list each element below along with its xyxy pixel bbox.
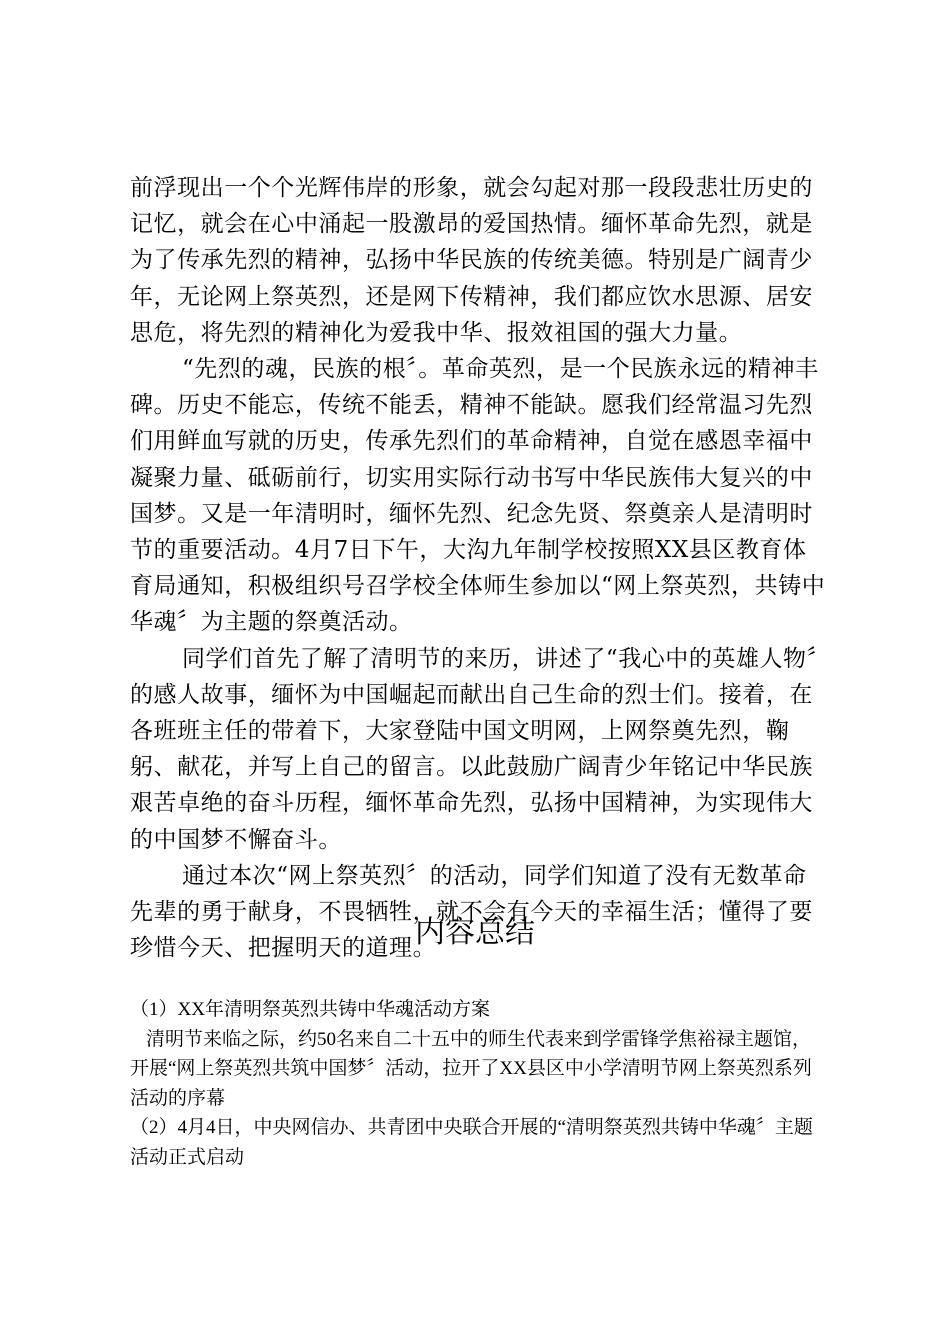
body-text (130, 170, 830, 966)
body-paragraph-3: 同学们首先了解了清明节的来历，讲述了“我心中的英雄人物〞的感人故事，缅怀为中国崛起而献出自己生命的烈士们。接着，在各班班主任的带着下，大家登陆中国文明网，上网祭奠先烈，鞠躬、献花，并写上自己的留言。以此鼓励广阔青少年铭记中华民族艰苦卓绝的奋斗历程，缅怀革命先烈，弘扬中国精神，为实现伟大的中国梦不懈奋斗。 (130, 645, 819, 853)
summary-line-2: 清明节来临之际，约50名来自二十五中的师生代表来到学雷锋学焦裕禄主题馆，开展“网上祭英烈共筑中国梦〞活动，拉开了XX县区中小学清明节网上祭英烈系列活动的序幕 (130, 1028, 812, 1109)
body-paragraph-2: “先烈的魂，民族的根〞。革命英烈，是一个民族永远的精神丰碑。历史不能忘，传统不能丢，精神不能缺。愿我们经常温习先烈们用鲜血写就的历史，传承先烈们的革命精神，自觉在感恩幸福中凝聚力量、砥砺前行，切实用实际行动书写中华民族伟大复兴的中国梦。又是一年清明时，缅怀先烈、纪念先贤、祭奠亲人是清明时节的重要活动。4月7日下午，大沟九年制学校按照XX县区教育体育局通知，积极组织号召学校全体师生参加以“网上祭英烈，共铸中华魂〞为主题的祭奠活动。 (130, 356, 826, 636)
body-paragraph-1: 前浮现出一个个光辉伟岸的形象，就会勾起对那一段段悲壮历史的记忆，就会在心中涌起一股激昂的爱国热情。缅怀革命先烈，就是为了传承先烈的精神，弘扬中华民族的传统美德。特别是广阔青少年，无论网上祭英烈，还是网下传精神，我们都应饮水思源、居安思危，将先烈的精神化为爱我中华、报效祖国的强大力量。 (130, 175, 813, 346)
body-paragraph-4: 通过本次“网上祭英烈〞的活动，同学们知道了没有无数革命先辈的勇于献身，不畏牺牲，就不会有今天的幸福生活；懂得了要珍惜今天、把握明天的道理。 (130, 862, 813, 962)
summary-line-3: （2）4月4日，中央网信办、共青团中央联合开展的“清明祭英烈共铸中华魂〞主题活动正式启动 (130, 1117, 813, 1168)
summary-line-1: （1）XX年清明祭英烈共铸中华魂活动方案 (130, 999, 490, 1020)
summary-title: 内容总结 (415, 916, 535, 949)
summary-section (130, 995, 820, 1173)
